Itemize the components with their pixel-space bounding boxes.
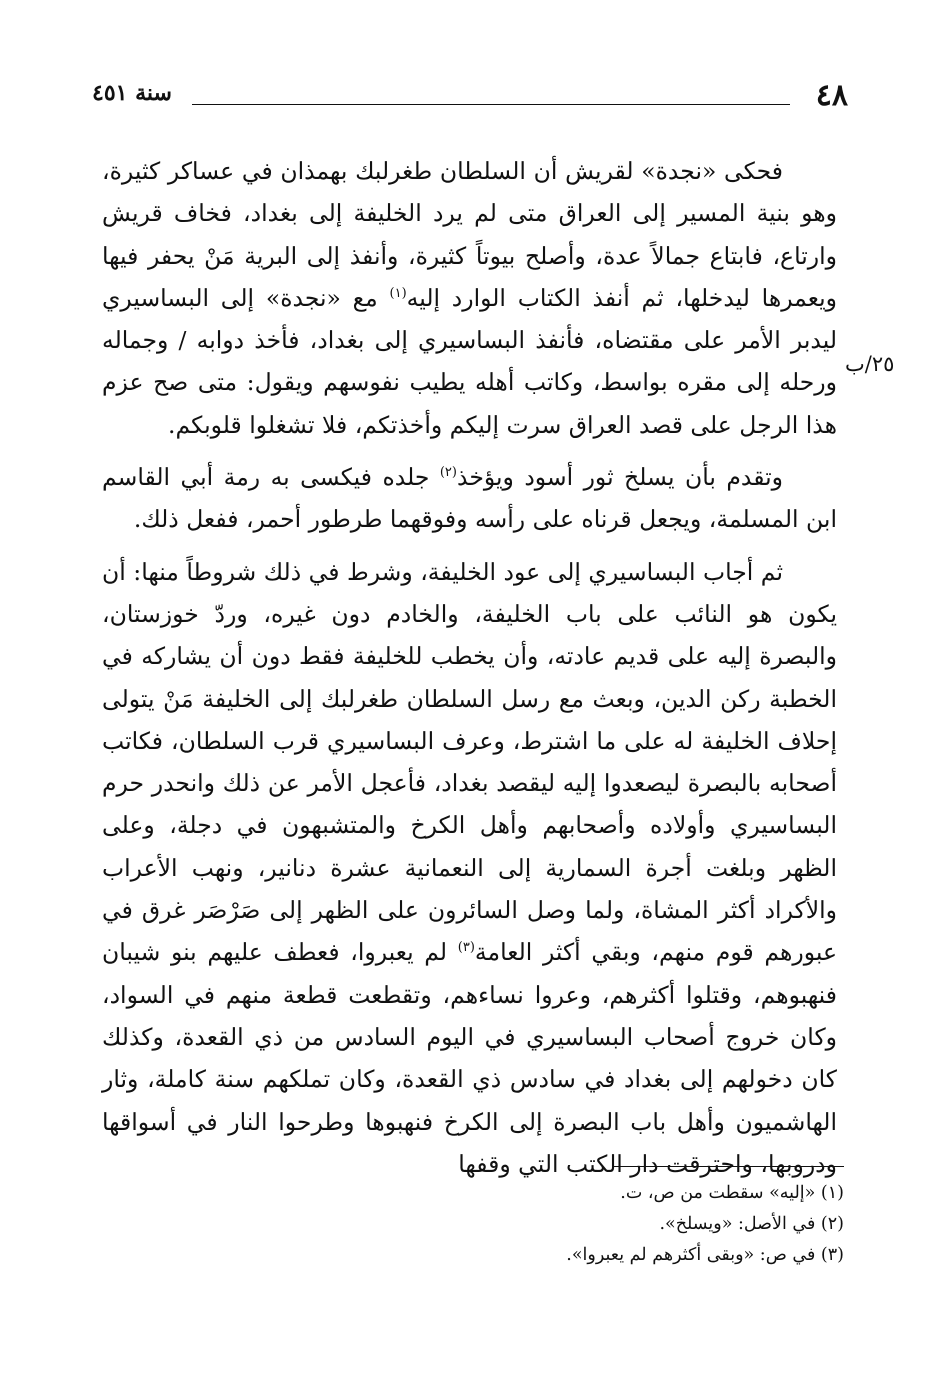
- footnote-3: (٣) في ص: «وبقى أكثرهم لم يعبروا».: [566, 1245, 844, 1265]
- paragraph-2-text-a: وتقدم بأن يسلخ ثور أسود ويؤخذ: [456, 463, 783, 492]
- running-title: سنة ٤٥١: [92, 80, 172, 106]
- footnote-2: (٢) في الأصل: «ويسلخ».: [659, 1214, 844, 1234]
- header-rule: [192, 104, 790, 105]
- footnote-ref-2: (٢): [439, 465, 457, 481]
- paragraph-1: [102, 150, 837, 446]
- footnote-ref-3: (٣): [457, 940, 475, 956]
- paragraph-1-text-b: مع «نجدة» إلى البساسيري ليدبر الأمر على مقتضاه، فأنفذ البساسيري إلى بغداد، فأخذ دوابه / وجماله ورحله إلى مقره بواسط، وكاتب أهله يطيب نفوسهم ويقول: متى صح عزم هذا الرجل على قصد العراق سرت إليكم وأخذتكم، فلا تشغلوا قلوبكم.: [102, 283, 837, 439]
- paragraph-3-text-b: لم يعبروا، فعطف عليهم بنو شيبان فنهبوهم، وقتلوا أكثرهم، وعروا نساءهم، وتقطعت قطعة منهم في السواد، وكان خروج أصحاب البساسيري في اليوم السادس من ذي القعدة، وكذلك كان دخولهم إلى بغداد في سادس ذي القعدة، وكان تملكهم سنة كاملة، وثار الهاشميون وأهل باب البصرة إلى الكرخ فنهبوها وطرحوا النار في أسواقها ودروبها، واحترقت دار الكتب التي وقفها: [102, 938, 837, 1178]
- footnote-ref-1: (١): [389, 286, 407, 302]
- page-header: [92, 78, 848, 118]
- paragraph-2: [102, 456, 837, 541]
- folio-marker: ٢٥/ب: [845, 352, 895, 376]
- footnote-1: (١) «إليه» سقطت من ص، ت.: [620, 1183, 844, 1203]
- footnote-rule: [614, 1166, 844, 1167]
- paragraph-3-text-a: ثم أجاب البساسيري إلى عود الخليفة، وشرط في ذلك شروطاً منها: أن يكون هو النائب على باب الخليفة، والخادم دون غيره، وردّ خوزستان، والبصرة إليه على قديم عادته، وأن يخطب للخليفة فقط دون أن يشاركه في الخطبة ركن الدين، وبعث مع رسل السلطان طغرلبك إلى الخليفة مَنْ يتولى إحلاف الخليفة له على ما اشترط، وعرف البساسيري قرب السلطان، فكاتب أصحابه بالبصرة ليصعدوا إليه ليقصد بغداد، فأعجل الأمر عن ذلك وانحدر حرم البساسيري وأولاده وأصحابهم وأهل الكرخ والمتشبهون في دجلة، وعلى الظهر وبلغت أجرة السمارية إلى النعمانية عشرة دنانير، ونهب الأعراب والأكراد أكثر المشاة، ولما وصل السائرون على الظهر إلى صَرْصَر غرق في عبورهم قوم منهم، وبقي أكثر العامة: [102, 557, 838, 967]
- page-number: ٤٨: [815, 78, 848, 113]
- paragraph-1-text-a: فحكى «نجدة» لقريش أن السلطان طغرلبك بهمذان في عساكر كثيرة، وهو بنية المسير إلى العراق متى لم يرد الخليفة إلى بغداد، فخاف قريش وارتاع، فابتاع جمالاً عدة، وأصلح بيوتاً كثيرة، وأنفذ إلى البرية مَنْ يحفر فيها ويعمرها ليدخلها، ثم أنفذ الكتاب الوارد إليه: [102, 157, 837, 312]
- footnotes: [244, 1178, 844, 1271]
- paragraph-3: [102, 551, 837, 1185]
- paragraph-2-text-b: جلده فيكسى به رمة أبي القاسم ابن المسلمة، ويجعل قرناه على رأسه وفوقهما طرطور أحمر، ففعل ذلك.: [102, 463, 837, 534]
- main-text: [102, 150, 837, 1185]
